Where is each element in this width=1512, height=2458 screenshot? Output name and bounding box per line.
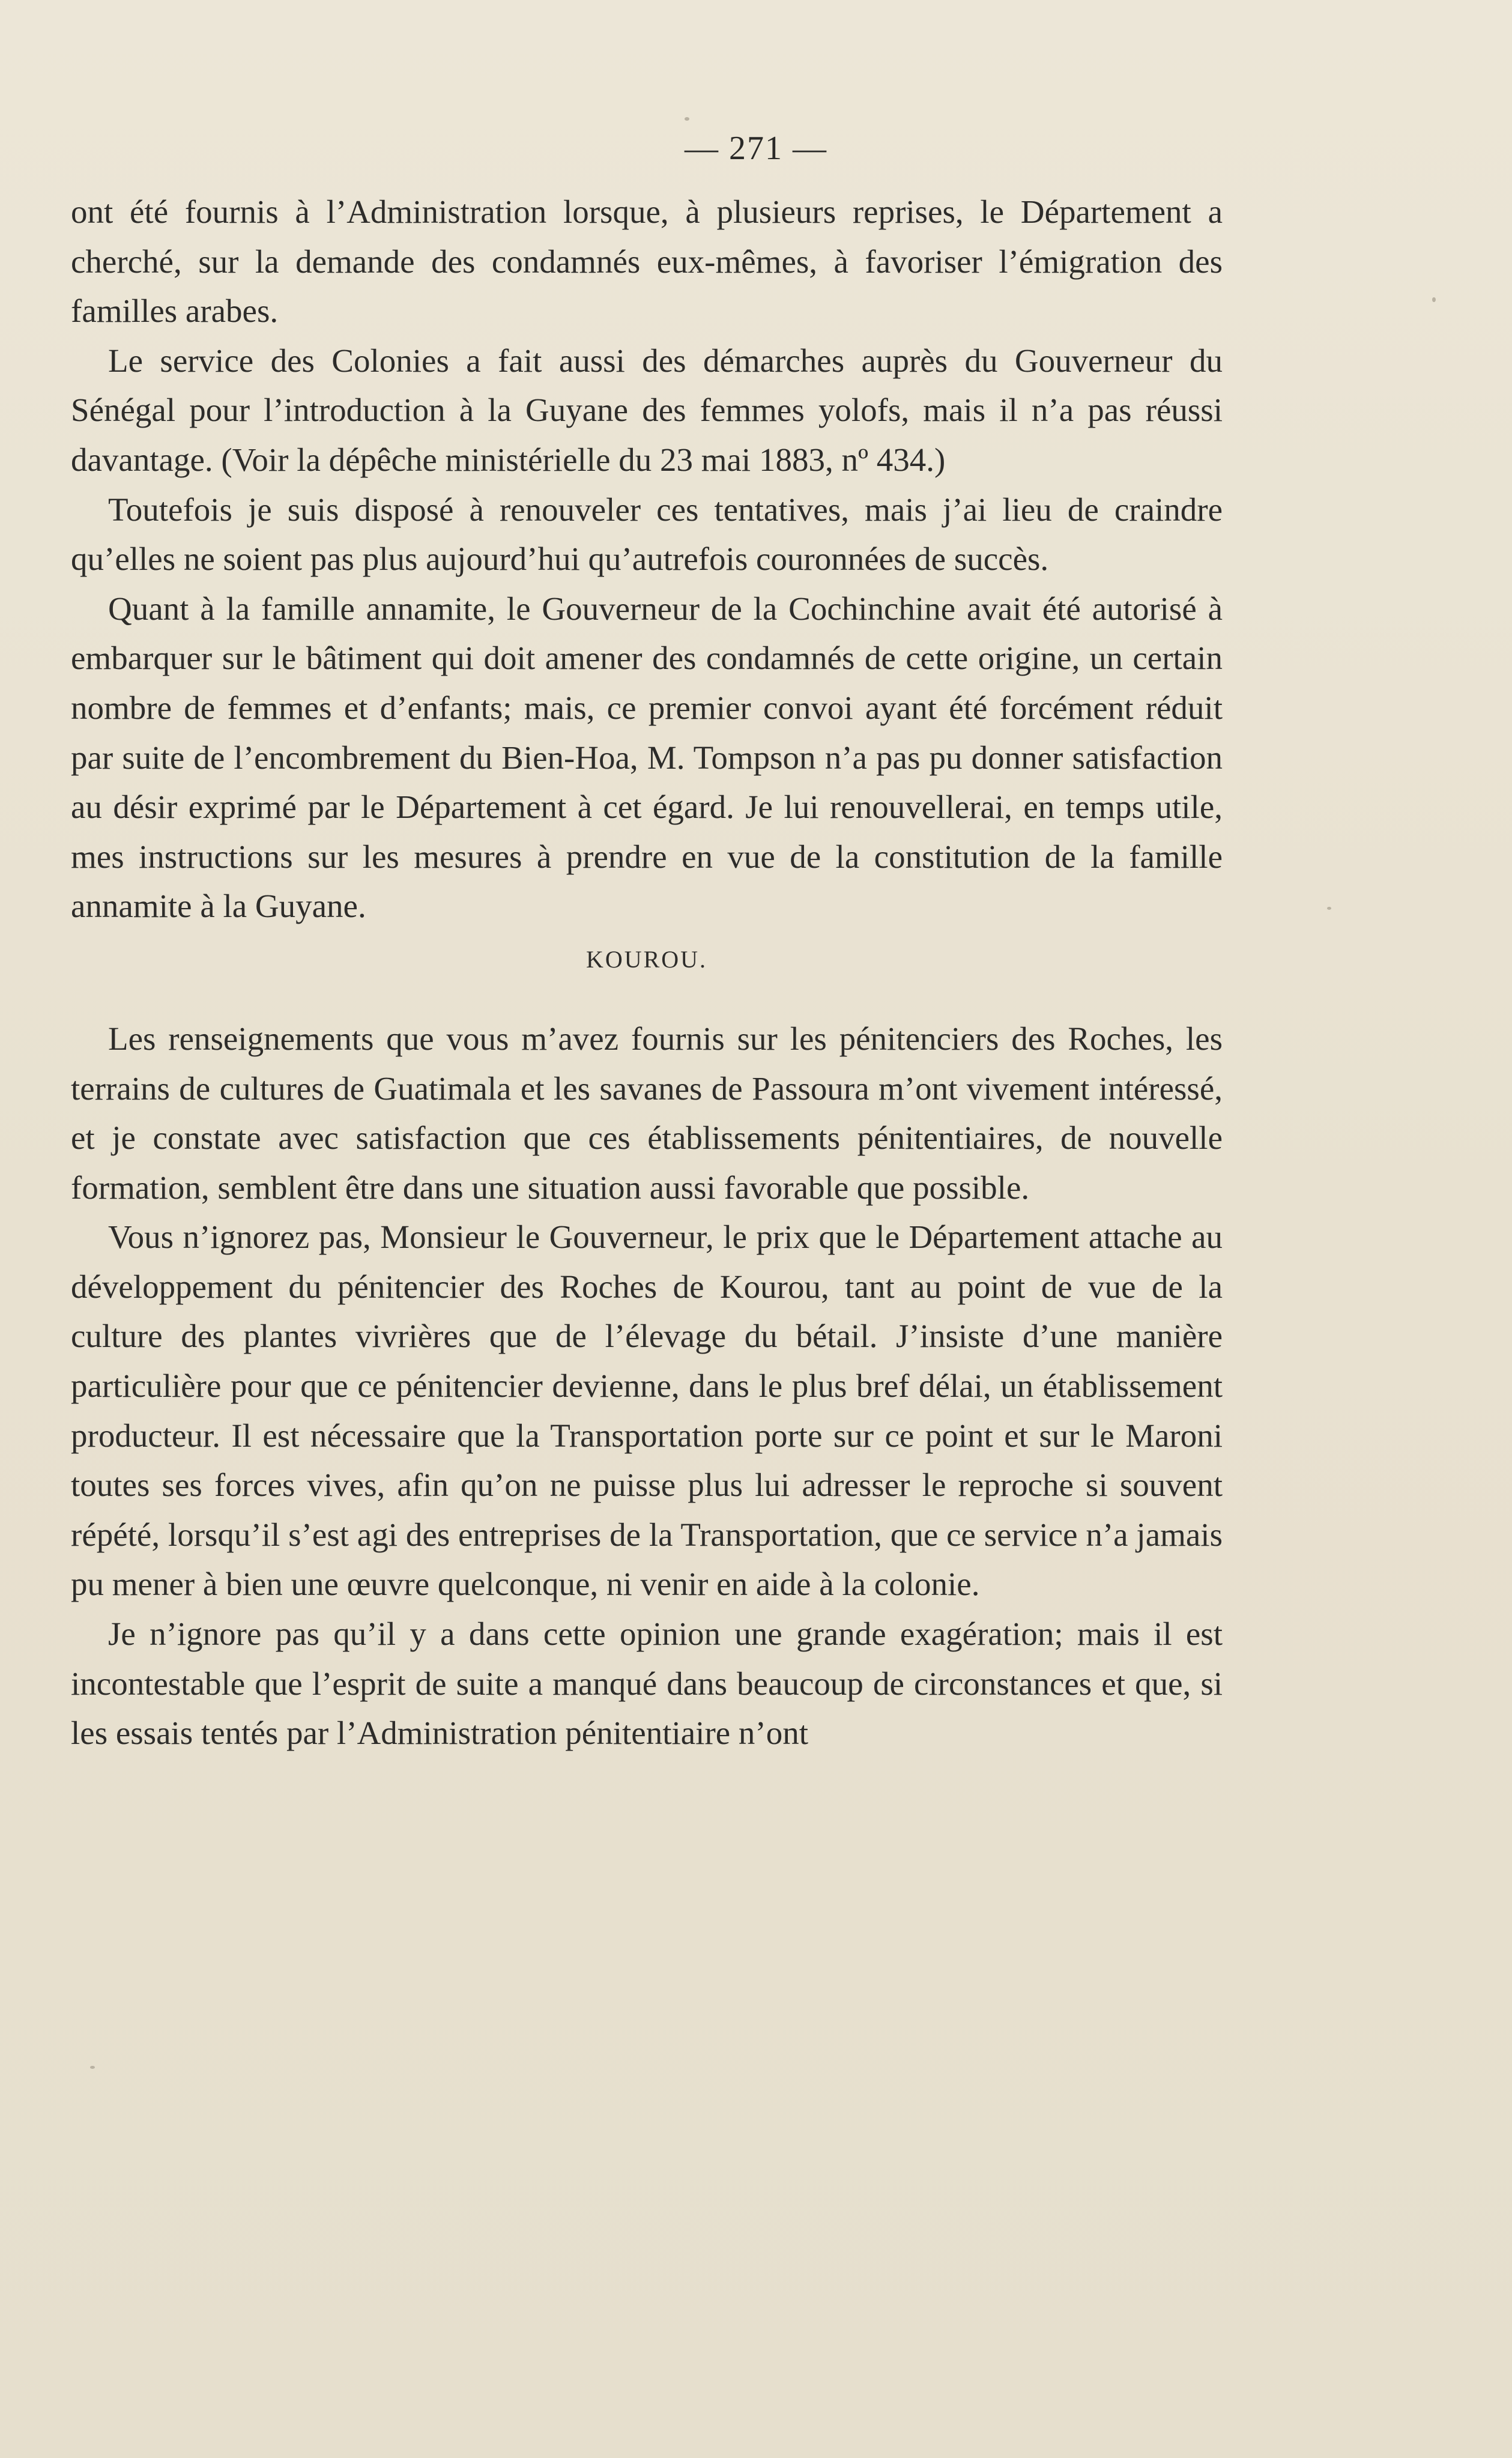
paper-speck: [1327, 907, 1331, 910]
paragraph: Toutefois je suis disposé à renouveler ces tentatives, mais j’ai lieu de craindre qu’elles ne soient pas plus aujourd’hui qu’autrefois couronnées de succès.: [71, 491, 1223, 578]
body-text: [71, 187, 1223, 1758]
page-number: — 271 —: [685, 130, 827, 167]
paper-speck: [1432, 297, 1436, 302]
section-heading: KOUROU.: [585, 945, 708, 973]
paper-speck: [685, 117, 689, 121]
paper-speck: [90, 2066, 95, 2069]
paragraph: Vous n’ignorez pas, Monsieur le Gouverneur, le prix que le Département attache au développement du pénitencier des Roches de Kourou, tant au point de vue de la culture des plantes vivrières que de l’élevage du bétail. J’insiste d’une manière particulière pour que ce pénitencier devienne, dans le plus bref délai, un établissement producteur. Il est nécessaire que la Transportation porte sur ce point et sur le Maroni toutes ses forces vives, afin qu’on ne puisse plus lui adresser le reproche si souvent répété, lorsqu’il s’est agi des entreprises de la Transportation, que ce service n’a jamais pu mener à bien une œuvre quelconque, ni venir en aide à la colonie.: [71, 1218, 1223, 1603]
paragraph: Je n’ignore pas qu’il y a dans cette opinion une grande exagération; mais il est incontestable que l’esprit de suite a manqué dans beaucoup de circonstances et que, si les essais tentés par l’Administration pénitentiaire n’ont: [71, 1615, 1223, 1752]
paragraph: ont été fournis à l’Administration lorsque, à plusieurs reprises, le Département a cherché, sur la demande des condamnés eux-mêmes, à favoriser l’émigration des familles arabes.: [71, 193, 1223, 330]
paragraph: Les renseignements que vous m’avez fournis sur les pénitenciers des Roches, les terrains de cultures de Guatimala et les savanes de Passoura m’ont vivement intéressé, et je constate avec satisfaction que ces établissements pénitentiaires, de nouvelle formation, semblent être dans une situation aussi favorable que possible.: [71, 1020, 1223, 1206]
paragraph: Le service des Colonies a fait aussi des démarches auprès du Gouverneur du Sénégal pour l’introduction à la Guyane des femmes yolofs, mais il n’a pas réussi davantage. (Voir la dépêche ministérielle du 23 mai 1883, nº 434.): [71, 342, 1223, 478]
paragraph: Quant à la famille annamite, le Gouverneur de la Cochinchine avait été autorisé à embarquer sur le bâtiment qui doit amener des condamnés de cette origine, un certain nombre de femmes et d’enfants; mais, ce premier convoi ayant été forcément réduit par suite de l’encombrement du Bien-Hoa, M. Tompson n’a pas pu donner satisfaction au désir exprimé par le Département à cet égard. Je lui renouvellerai, en temps utile, mes instructions sur les mesures à prendre en vue de la constitution de la famille annamite à la Guyane.: [71, 590, 1223, 925]
